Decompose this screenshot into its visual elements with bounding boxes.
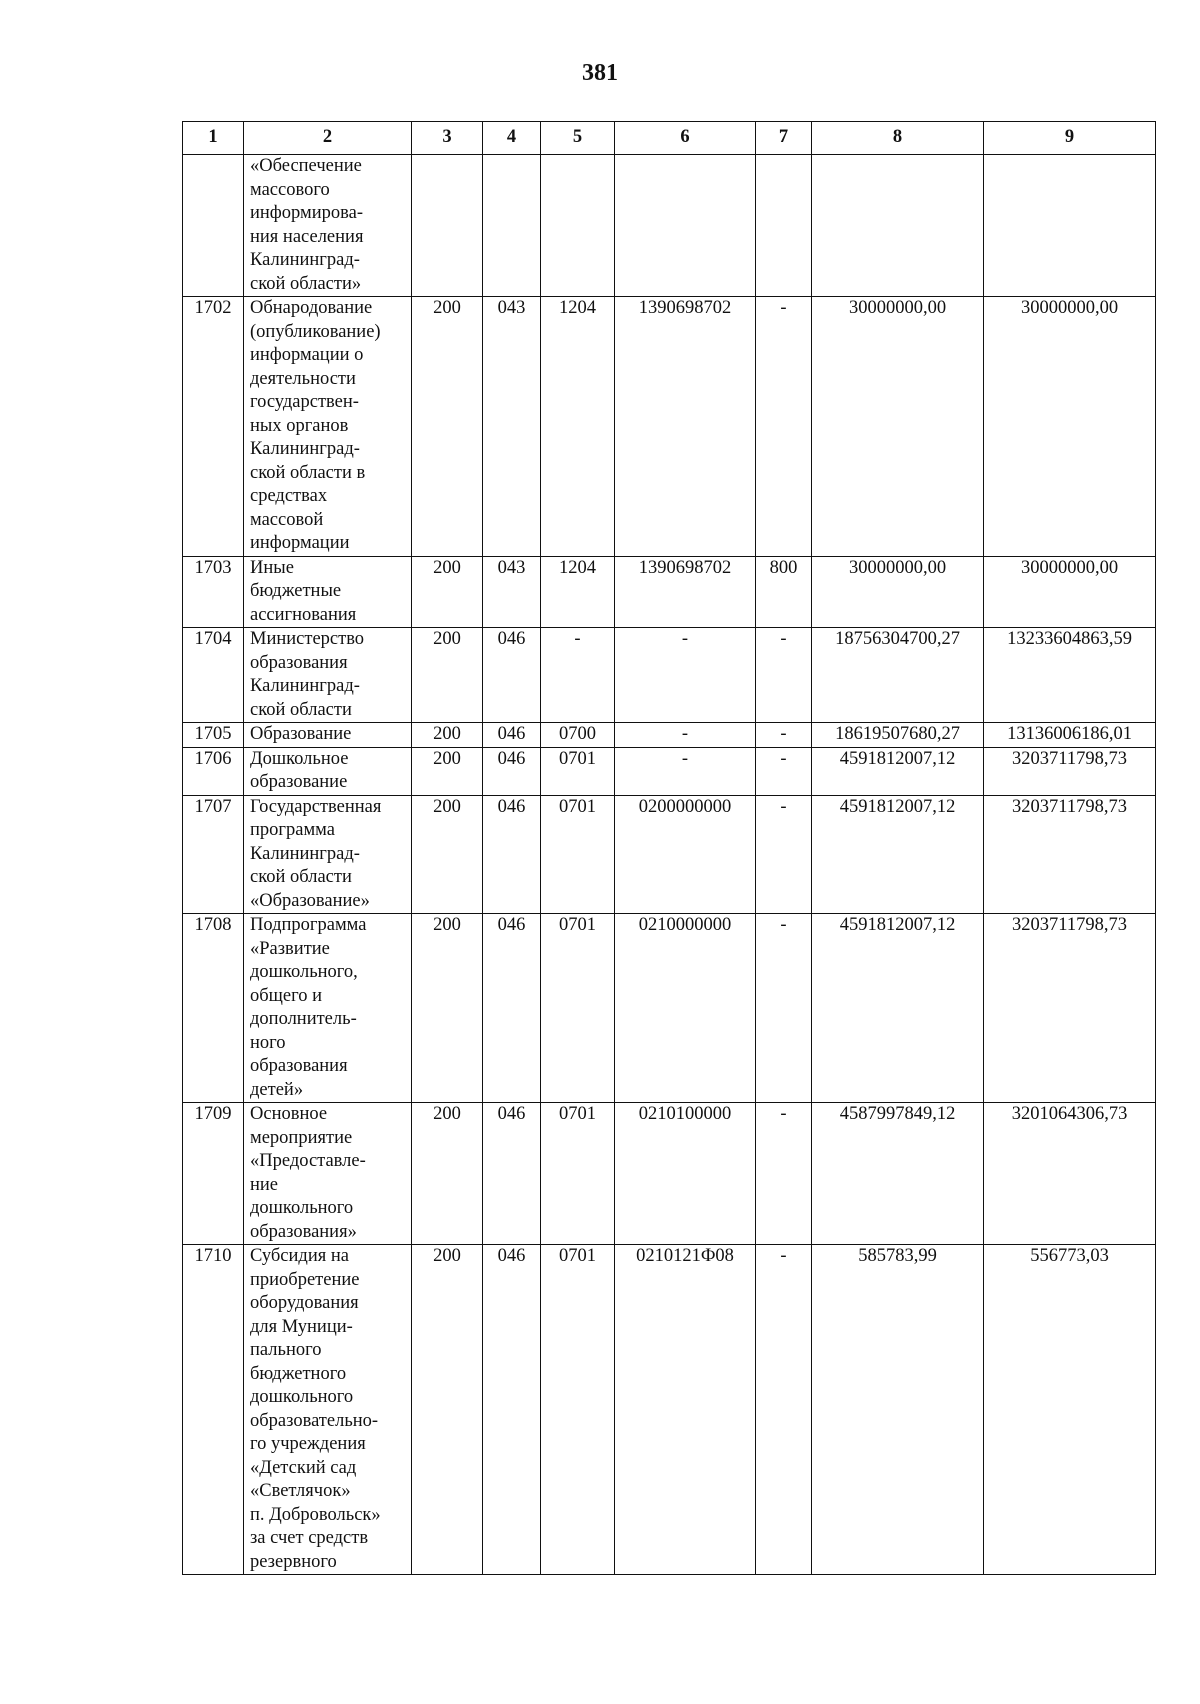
table-row bbox=[183, 795, 1156, 914]
code-cell: 043 bbox=[483, 297, 541, 557]
amount-cell: 4591812007,12 bbox=[812, 747, 984, 795]
row-name-cell: Основное мероприятие «Предоставле- ние дошкольного образования» bbox=[244, 1103, 412, 1245]
column-header: 7 bbox=[756, 122, 812, 155]
amount-cell: 30000000,00 bbox=[984, 556, 1156, 628]
amount-cell: 3203711798,73 bbox=[984, 914, 1156, 1103]
amount-cell: 4587997849,12 bbox=[812, 1103, 984, 1245]
code-cell: 200 bbox=[412, 795, 483, 914]
row-name-cell: Дошкольное образование bbox=[244, 747, 412, 795]
column-header: 9 bbox=[984, 122, 1156, 155]
column-header: 1 bbox=[183, 122, 244, 155]
code-cell: 0700 bbox=[541, 723, 615, 748]
column-header: 6 bbox=[615, 122, 756, 155]
code-cell: 200 bbox=[412, 723, 483, 748]
table-row bbox=[183, 914, 1156, 1103]
row-number-cell: 1703 bbox=[183, 556, 244, 628]
code-cell: 1204 bbox=[541, 556, 615, 628]
amount-cell: 13136006186,01 bbox=[984, 723, 1156, 748]
row-number-cell: 1709 bbox=[183, 1103, 244, 1245]
code-cell: 046 bbox=[483, 723, 541, 748]
amount-cell: 30000000,00 bbox=[812, 556, 984, 628]
table-row bbox=[183, 747, 1156, 795]
row-number-cell: 1707 bbox=[183, 795, 244, 914]
code-cell bbox=[541, 155, 615, 297]
row-number-cell: 1705 bbox=[183, 723, 244, 748]
code-cell: 200 bbox=[412, 628, 483, 723]
row-number-cell: 1706 bbox=[183, 747, 244, 795]
code-cell: 800 bbox=[756, 556, 812, 628]
code-cell: - bbox=[756, 723, 812, 748]
code-cell: 0200000000 bbox=[615, 795, 756, 914]
code-cell bbox=[412, 155, 483, 297]
budget-table bbox=[182, 121, 1156, 1575]
code-cell: 0210000000 bbox=[615, 914, 756, 1103]
table-row bbox=[183, 1245, 1156, 1575]
table-row bbox=[183, 155, 1156, 297]
code-cell: - bbox=[756, 1245, 812, 1575]
column-header: 3 bbox=[412, 122, 483, 155]
row-name-cell: Образование bbox=[244, 723, 412, 748]
row-name-cell: Министерство образования Калининград- ской области bbox=[244, 628, 412, 723]
row-name-cell: Иные бюджетные ассигнования bbox=[244, 556, 412, 628]
column-header: 2 bbox=[244, 122, 412, 155]
code-cell: 0210121Ф08 bbox=[615, 1245, 756, 1575]
table-row bbox=[183, 628, 1156, 723]
code-cell: 046 bbox=[483, 1245, 541, 1575]
header-row bbox=[183, 122, 1156, 155]
code-cell: 046 bbox=[483, 1103, 541, 1245]
code-cell: 0701 bbox=[541, 1245, 615, 1575]
column-header: 8 bbox=[812, 122, 984, 155]
code-cell: 046 bbox=[483, 628, 541, 723]
code-cell: 0701 bbox=[541, 1103, 615, 1245]
code-cell: 0701 bbox=[541, 914, 615, 1103]
amount-cell: 4591812007,12 bbox=[812, 914, 984, 1103]
code-cell: 200 bbox=[412, 914, 483, 1103]
row-number-cell bbox=[183, 155, 244, 297]
code-cell: - bbox=[756, 297, 812, 557]
table-row bbox=[183, 1103, 1156, 1245]
code-cell: 043 bbox=[483, 556, 541, 628]
row-number-cell: 1710 bbox=[183, 1245, 244, 1575]
code-cell: 0210100000 bbox=[615, 1103, 756, 1245]
column-header: 4 bbox=[483, 122, 541, 155]
amount-cell: 18756304700,27 bbox=[812, 628, 984, 723]
row-name-cell: Обнародование (опубликование) информации о деятельности государствен- ных органов Калининград- ской области в средствах массовой информации bbox=[244, 297, 412, 557]
code-cell: - bbox=[615, 723, 756, 748]
code-cell: - bbox=[756, 795, 812, 914]
amount-cell: 4591812007,12 bbox=[812, 795, 984, 914]
row-number-cell: 1704 bbox=[183, 628, 244, 723]
page-number: 381 bbox=[582, 60, 618, 86]
code-cell: - bbox=[756, 914, 812, 1103]
row-name-cell: Государственная программа Калининград- ской области «Образование» bbox=[244, 795, 412, 914]
code-cell: 200 bbox=[412, 747, 483, 795]
amount-cell bbox=[812, 155, 984, 297]
code-cell: 046 bbox=[483, 795, 541, 914]
amount-cell bbox=[984, 155, 1156, 297]
table-row bbox=[183, 556, 1156, 628]
row-name-cell: «Обеспечение массового информирова- ния населения Калининград- ской области» bbox=[244, 155, 412, 297]
row-name-cell: Подпрограмма «Развитие дошкольного, общего и дополнитель- ного образования детей» bbox=[244, 914, 412, 1103]
code-cell: - bbox=[756, 628, 812, 723]
code-cell: - bbox=[756, 1103, 812, 1245]
amount-cell: 18619507680,27 bbox=[812, 723, 984, 748]
code-cell: 046 bbox=[483, 914, 541, 1103]
code-cell: 046 bbox=[483, 747, 541, 795]
table-row bbox=[183, 723, 1156, 748]
code-cell: 200 bbox=[412, 297, 483, 557]
code-cell: - bbox=[615, 628, 756, 723]
amount-cell: 3203711798,73 bbox=[984, 747, 1156, 795]
code-cell: - bbox=[615, 747, 756, 795]
code-cell: - bbox=[541, 628, 615, 723]
code-cell: 200 bbox=[412, 1103, 483, 1245]
code-cell: 200 bbox=[412, 556, 483, 628]
row-name-cell: Субсидия на приобретение оборудования для Муници- пального бюджетного дошкольного образовательно- го учреждения «Детский сад «Светлячок» п. Добровольск» за счет средств резервного bbox=[244, 1245, 412, 1575]
amount-cell: 556773,03 bbox=[984, 1245, 1156, 1575]
code-cell: 1204 bbox=[541, 297, 615, 557]
amount-cell: 13233604863,59 bbox=[984, 628, 1156, 723]
table-row bbox=[183, 297, 1156, 557]
amount-cell: 3201064306,73 bbox=[984, 1103, 1156, 1245]
code-cell: 0701 bbox=[541, 747, 615, 795]
code-cell: 0701 bbox=[541, 795, 615, 914]
code-cell: - bbox=[756, 747, 812, 795]
column-header: 5 bbox=[541, 122, 615, 155]
code-cell bbox=[615, 155, 756, 297]
amount-cell: 585783,99 bbox=[812, 1245, 984, 1575]
code-cell: 200 bbox=[412, 1245, 483, 1575]
code-cell bbox=[483, 155, 541, 297]
code-cell: 1390698702 bbox=[615, 297, 756, 557]
row-number-cell: 1708 bbox=[183, 914, 244, 1103]
amount-cell: 30000000,00 bbox=[984, 297, 1156, 557]
row-number-cell: 1702 bbox=[183, 297, 244, 557]
code-cell: 1390698702 bbox=[615, 556, 756, 628]
code-cell bbox=[756, 155, 812, 297]
amount-cell: 30000000,00 bbox=[812, 297, 984, 557]
amount-cell: 3203711798,73 bbox=[984, 795, 1156, 914]
